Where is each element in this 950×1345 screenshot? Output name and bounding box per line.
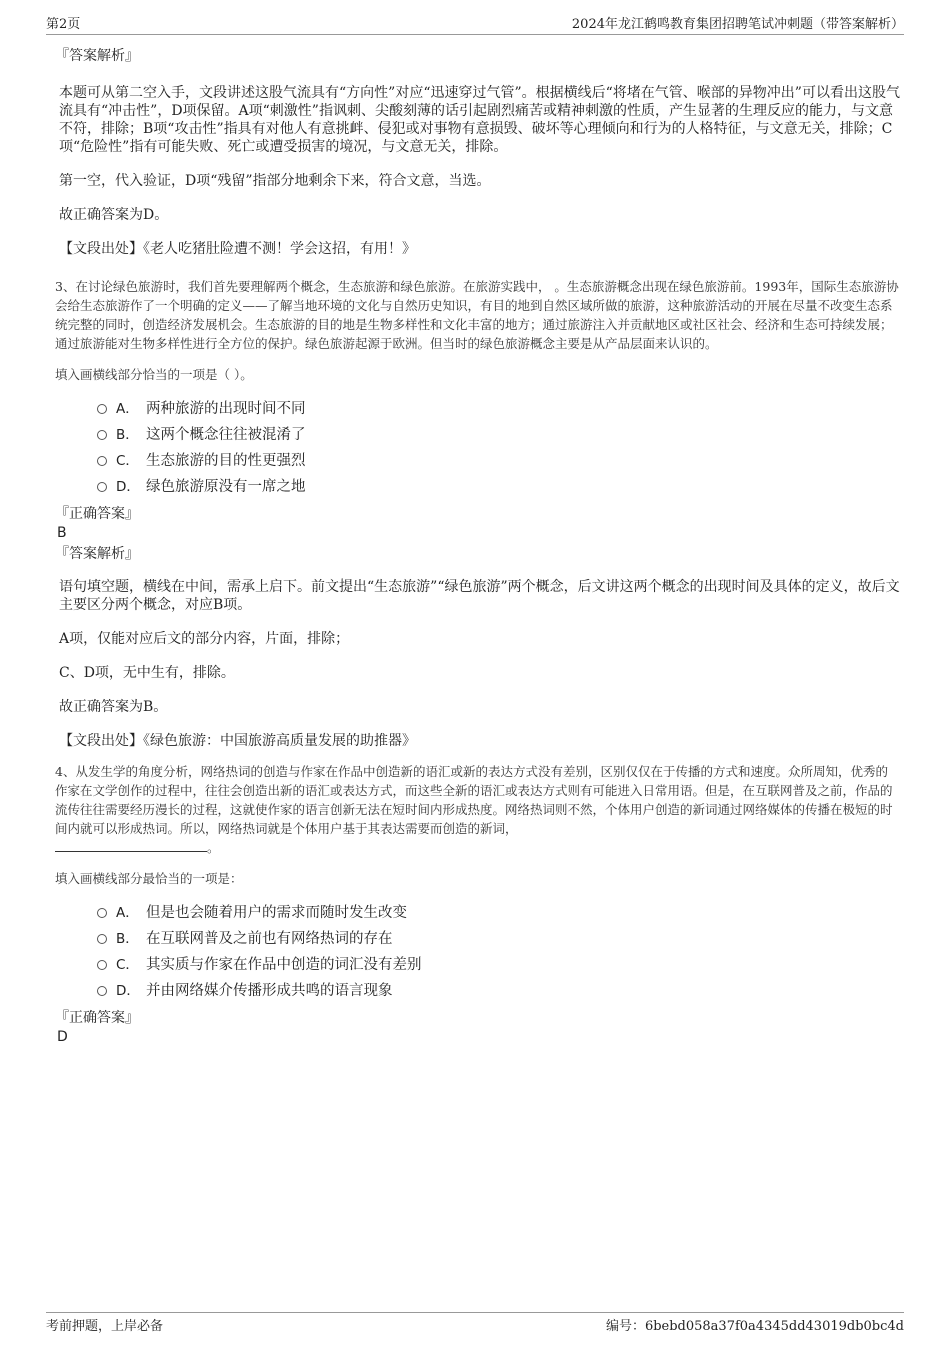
option-text: 在互联网普及之前也有网络热词的存在: [146, 930, 393, 947]
option-letter: B．: [116, 931, 139, 947]
radio-button[interactable]: [97, 934, 107, 944]
option-text: 生态旅游的目的性更强烈: [146, 452, 306, 469]
analysis-label: 『答案解析』: [55, 48, 139, 64]
question-prompt: 填入画横线部分恰当的一项是（ ）。: [55, 367, 253, 382]
options-list: [97, 898, 900, 1002]
option-text: 两种旅游的出现时间不同: [146, 400, 306, 417]
document-id: 编号：6bebd058a37f0a4345dd43019db0bc4d: [605, 1319, 904, 1334]
option-letter: A．: [116, 905, 139, 921]
options-list: [97, 394, 900, 498]
option-letter: C．: [116, 453, 139, 469]
question-stem-text: 4、从发生学的角度分析，网络热词的创造与作家在作品中创造新的语汇或新的表达方式没有差别，区别仅仅在于传播的方式和速度。众所周知，优秀的作家在文学创作的过程中，往往会创造出新的语汇或表达方式，而这些全新的语汇或表达方式则有可能进入日常用语。但是，在互联网普及之前，作品的流传往往需要经历漫长的过程，这就使作家的语言创新无法在短时间内形成热度。网络热词则不然，个体用户创造的新词通过网络媒体的传播在极短的时间内就可以形成热词。所以，网络热词就是个体用户基于其表达需要而创造的新词，: [55, 764, 893, 836]
option-text: 并由网络媒介传播形成共鸣的语言现象: [146, 982, 393, 999]
radio-button[interactable]: [97, 404, 107, 414]
page-header: [46, 12, 904, 35]
correct-answer-value: D: [57, 1029, 68, 1045]
option-b[interactable]: [97, 924, 900, 950]
page-footer: [46, 1312, 904, 1334]
analysis-paragraph: A项，仅能对应后文的部分内容，片面，排除；: [59, 631, 350, 647]
radio-button[interactable]: [97, 456, 107, 466]
option-c[interactable]: [97, 950, 900, 976]
option-a[interactable]: [97, 394, 900, 420]
analysis-paragraph: 故正确答案为D。: [59, 207, 169, 223]
radio-button[interactable]: [97, 430, 107, 440]
option-a[interactable]: [97, 898, 900, 924]
page-content: [55, 44, 900, 1046]
option-text: 这两个概念往往被混淆了: [146, 426, 306, 443]
analysis-paragraph: 本题可从第二空入手，文段讲述这股气流具有“方向性”对应“迅速穿过气管”。根据横线后“将堵在气管、喉部的异物冲出”可以看出这股气流具有“冲击性”，D项保留。A项“刺激性”指讽刺、尖酸刻薄的话引起剧烈痛苦或精神刺激的性质，产生显著的生理反应的能力，与文意不符，排除；B项“攻击性”指具有对他人有意挑衅、侵犯或对事物有意损毁、破坏等心理倾向和行为的人格特征，与文意无关，排除；C项“危险性”指有可能失败、死亡或遭受损害的境况，与文意无关，排除。: [59, 85, 900, 155]
analysis-paragraph: C、D项，无中生有，排除。: [59, 665, 235, 681]
correct-answer-label: 『正确答案』: [55, 1010, 139, 1026]
footer-slogan: 考前押题，上岸必备: [46, 1319, 164, 1334]
question-stem: [55, 762, 900, 857]
stem-end: 。: [207, 840, 220, 855]
option-text: 其实质与作家在作品中创造的词汇没有差别: [146, 956, 422, 973]
option-letter: A．: [116, 401, 139, 417]
option-text: 绿色旅游原没有一席之地: [146, 478, 306, 495]
option-letter: D．: [116, 983, 140, 999]
option-b[interactable]: [97, 420, 900, 446]
radio-button[interactable]: [97, 908, 107, 918]
analysis-paragraph: 故正确答案为B。: [59, 699, 168, 715]
radio-button[interactable]: [97, 960, 107, 970]
source-citation: 【文段出处】《绿色旅游：中国旅游高质量发展的助推器》: [59, 733, 416, 749]
question-prompt: 填入画横线部分最恰当的一项是：: [55, 871, 243, 886]
radio-button[interactable]: [97, 482, 107, 492]
source-citation: 【文段出处】《老人吃猪肚险遭不测！学会这招，有用！》: [59, 241, 416, 257]
analysis-paragraph: 第一空，代入验证，D项“残留”指部分地剩余下来，符合文意，当选。: [59, 173, 491, 189]
correct-answer-label: 『正确答案』: [55, 506, 139, 522]
radio-button[interactable]: [97, 986, 107, 996]
analysis-label: 『答案解析』: [55, 546, 139, 562]
analysis-paragraph: 语句填空题，横线在中间，需承上启下。前文提出“生态旅游”“绿色旅游”两个概念，后文讲这两个概念的出现时间及具体的定义，故后文主要区分两个概念，对应B项。: [59, 579, 900, 613]
option-d[interactable]: [97, 976, 900, 1002]
option-c[interactable]: [97, 446, 900, 472]
document-title: 2024年龙江鹤鸣教育集团招聘笔试冲刺题（带答案解析）: [571, 17, 904, 32]
option-letter: D．: [116, 479, 140, 495]
option-text: 但是也会随着用户的需求而随时发生改变: [146, 904, 407, 921]
option-letter: B．: [116, 427, 139, 443]
page-number: 第2页: [46, 17, 81, 32]
option-d[interactable]: [97, 472, 900, 498]
answer-blank: [55, 839, 207, 852]
question-stem: 3、在讨论绿色旅游时，我们首先要理解两个概念，生态旅游和绿色旅游。在旅游实践中， 。生态旅游概念出现在绿色旅游前。1993年，国际生态旅游协会给生态旅游作了一个明确的定义——了解当地环境的文化与自然历史知识，有目的地到自然区域所做的旅游，这种旅游活动的开展在尽量不改变生态系统完整的同时，创造经济发展机会。生态旅游的目的地是生物多样性和文化丰富的地方；通过旅游注入并贡献地区或社区社会、经济和生态可持续发展；通过旅游能对生物多样性进行全方位的保护。绿色旅游起源于欧洲。但当时的绿色旅游概念主要是从产品层面来认识的。: [55, 279, 899, 351]
correct-answer-value: B: [57, 525, 67, 541]
option-letter: C．: [116, 957, 139, 973]
